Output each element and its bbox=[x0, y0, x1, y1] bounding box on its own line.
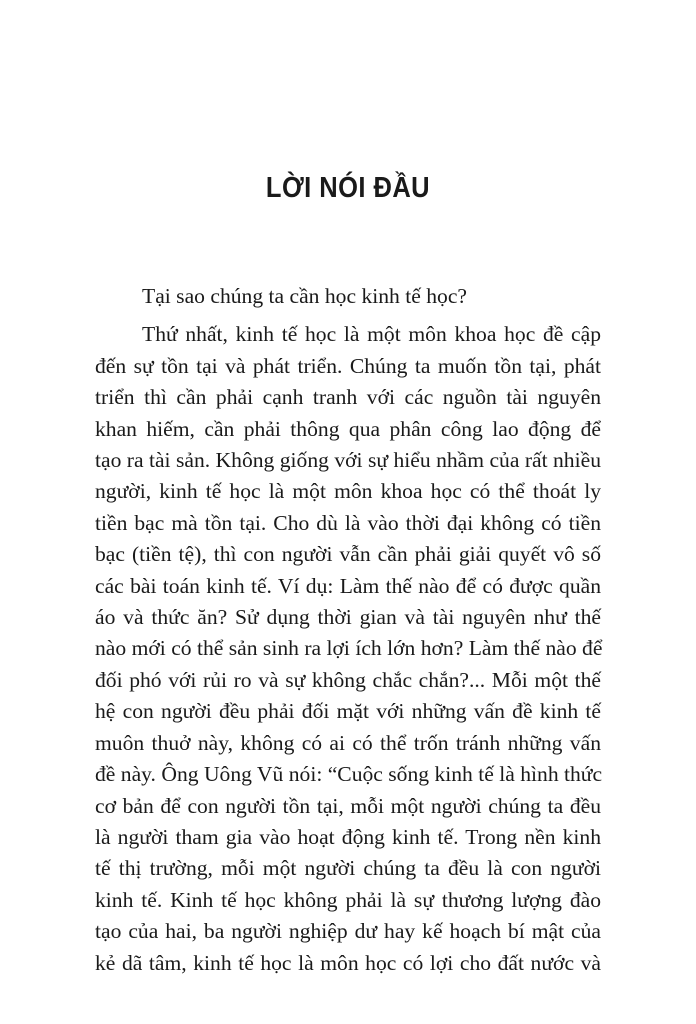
paragraph-line: áo và thức ăn? Sử dụng thời gian và tài nguyên như thế bbox=[95, 605, 601, 630]
paragraph-line: đến sự tồn tại và phát triển. Chúng ta muốn tồn tại, phát bbox=[95, 353, 601, 378]
opening-question: Tại sao chúng ta cần học kinh tế học? bbox=[142, 284, 467, 308]
paragraph bbox=[95, 319, 601, 979]
paragraph-line: triển thì cần phải cạnh tranh với các nguồn tài nguyên bbox=[95, 385, 601, 410]
paragraph-line: khan hiếm, cần phải thông qua phân công lao động để bbox=[95, 416, 601, 441]
paragraph-line: người, kinh tế học là một môn khoa học có thể thoát ly bbox=[95, 479, 601, 504]
paragraph-line: cơ bản để con người tồn tại, mỗi một người chúng ta đều bbox=[95, 793, 601, 818]
paragraph-line: kinh tế. Kinh tế học không phải là sự thương lượng đào bbox=[95, 887, 601, 912]
paragraph-line: tạo của hai, ba người nghiệp dư hay kế hoạch bí mật của bbox=[95, 919, 601, 944]
paragraph-line: kẻ dã tâm, kinh tế học là môn học có lợi cho đất nước và bbox=[95, 950, 601, 975]
paragraph-line: nào mới có thể sản sinh ra lợi ích lớn hơn? Làm thế nào để bbox=[95, 636, 603, 661]
paragraph-line: tế thị trường, mỗi một người chúng ta đều là con người bbox=[95, 856, 601, 881]
paragraph-line: hệ con người đều phải đối mặt với những vấn đề kinh tế bbox=[95, 699, 601, 724]
paragraph-line: Thứ nhất, kinh tế học là một môn khoa học đề cập bbox=[142, 322, 601, 347]
body-text bbox=[95, 281, 601, 979]
paragraph-line: các bài toán kinh tế. Ví dụ: Làm thế nào để có được quần bbox=[95, 573, 601, 598]
chapter-title: LỜI NÓI ĐẦU bbox=[265, 172, 431, 204]
paragraph-line: bạc (tiền tệ), thì con người vẫn cần phải giải quyết vô số bbox=[95, 542, 601, 567]
paragraph-line: muôn thuở này, không có ai có thể trốn tránh những vấn bbox=[95, 730, 601, 755]
paragraph-line: là người tham gia vào hoạt động kinh tế. Trong nền kinh bbox=[95, 824, 601, 849]
paragraph-line: tạo ra tài sản. Không giống với sự hiểu nhầm của rất nhiều bbox=[95, 448, 601, 473]
paragraph-line: đề này. Ông Uông Vũ nói: “Cuộc sống kinh tế là hình thức bbox=[95, 762, 603, 787]
paragraph-line: tiền bạc mà tồn tại. Cho dù là vào thời đại không có tiền bbox=[95, 510, 601, 535]
paragraph-line: đối phó với rủi ro và sự không chắc chắn?... Mỗi một thế bbox=[95, 667, 601, 692]
